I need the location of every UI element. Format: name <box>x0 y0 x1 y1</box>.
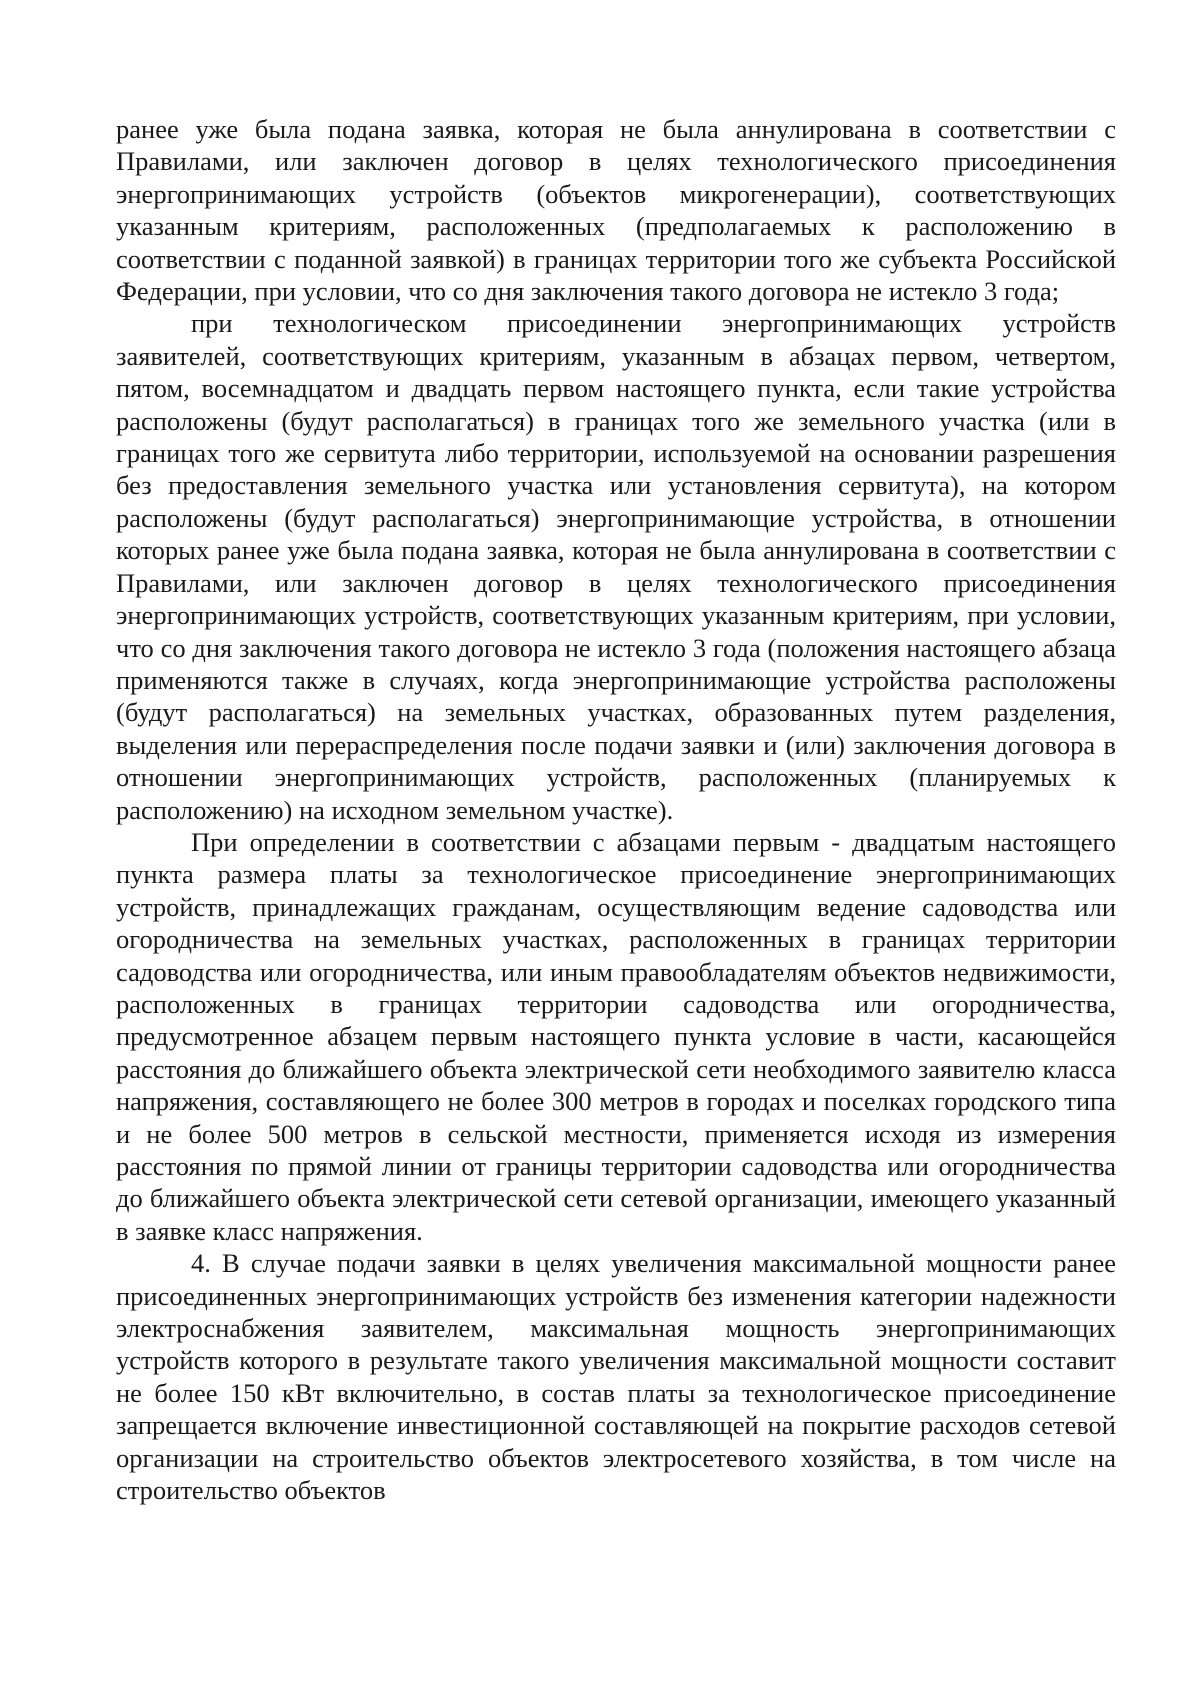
paragraph-clause-4: 4. В случае подачи заявки в целях увеличения максимальной мощности ранее присоединенных энергопринимающих устройств без изменения категории надежности электроснабжения заявителем, максимальная мощность энергопринимающих устройств которого в результате такого увеличения максимальной мощности составит не более 150 кВт включительно, в состав платы за технологическое присоединение запрещается включение инвестиционной составляющей на покрытие расходов сетевой организации на строительство объектов электросетевого хозяйства, в том числе на строительство объектов <box>116 1248 1116 1506</box>
paragraph-garden-distance: При определении в соответствии с абзацами первым - двадцатым настоящего пункта размера платы за технологическое присоединение энергопринимающих устройств, принадлежащих гражданам, осуществляющим ведение садоводства или огородничества на земельных участках, расположенных в границах территории садоводства или огородничества, или иным правообладателям объектов недвижимости, расположенных в границах территории садоводства или огородничества, предусмотренное абзацем первым настоящего пункта условие в части, касающейся расстояния до ближайшего объекта электрической сети необходимого заявителю класса напряжения, составляющего не более 300 метров в городах и поселках городского типа и не более 500 метров в сельской местности, применяется исходя из измерения расстояния по прямой линии от границы территории садоводства или огородничества до ближайшего объекта электрической сети сетевой организации, имеющего указанный в заявке класс напряжения. <box>116 826 1116 1246</box>
paragraph-continuation: ранее уже была подана заявка, которая не была аннулирована в соответствии с Правилами, или заключен договор в целях технологического присоединения энергопринимающих устройств (объектов микрогенерации), соответствующих указанным критериям, расположенных (предполагаемых к расположению в соответствии с поданной заявкой) в границах территории того же субъекта Российской Федерации, при условии, что со дня заключения такого договора не истекло 3 года; <box>116 114 1116 307</box>
document-body <box>116 113 1116 1506</box>
paragraph-same-land-plot: при технологическом присоединении энергопринимающих устройств заявителей, соответствующих критериям, указанным в абзацах первом, четвертом, пятом, восемнадцатом и двадцать первом настоящего пункта, если такие устройства расположены (будут располагаться) в границах того же земельного участка (или в границах того же сервитута либо территории, используемой на основании разрешения без предоставления земельного участка или установления сервитута), на котором расположены (будут располагаться) энергопринимающие устройства, в отношении которых ранее уже была подана заявка, которая не была аннулирована в соответствии с Правилами, или заключен договор в целях технологического присоединения энергопринимающих устройств, соответствующих указанным критериям, при условии, что со дня заключения такого договора не истекло 3 года (положения настоящего абзаца применяются также в случаях, когда энергопринимающие устройства расположены (будут располагаться) на земельных участках, образованных путем разделения, выделения или перераспределения после подачи заявки и (или) заключения договора в отношении энергопринимающих устройств, расположенных (планируемых к расположению) на исходном земельном участке). <box>116 308 1116 825</box>
